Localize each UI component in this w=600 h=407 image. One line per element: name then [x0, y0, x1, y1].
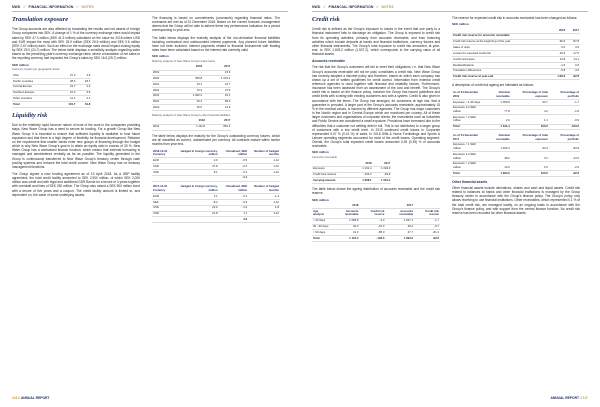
table-cell: -0.4 — [219, 164, 249, 170]
table-cell: -0.9 — [549, 115, 580, 124]
table-cell: 31.8 — [76, 102, 91, 108]
table-cell: 48.2 — [484, 152, 510, 161]
table-cell: 47.8 — [178, 164, 219, 170]
table-cell: Accounts receivable — [331, 209, 360, 218]
table-cell: Hedged in foreign currency, million — [178, 149, 219, 158]
table-cell: Nominal receivable — [484, 133, 510, 142]
table-cell: Southern Europe — [12, 90, 58, 96]
table-cell: USD — [152, 211, 178, 217]
table-cell: Exposure — [312, 166, 354, 172]
paragraph-translation: The Group accounts are also affected by translating the results and net assets of foreign Group companies into SEK. A change of 1 % of the currency exchange rates would impact sales by SEK 47.3 million (SEK 41.3 million) calculated on the value for 2018 where USD and EUR impact the most with SEK 25.9 million (SEK 26.5 million) and SEK 9.6 million (SEK 2.67 million) each. Such an effect on the exchange rates would impact closing equity by SEK 29.0 (24.7) million. The below table displays a sensitivity analysis regarding sales based on the preceding year's currency exchange rates, where a translation of net sales to the reporting currency had impacted the Group's sales by SEK 16.6 (25.7) million. — [12, 27, 140, 61]
table-cell: 350.8 — [175, 76, 203, 82]
table-row — [452, 91, 580, 100]
table-cell: Credit risk reserve at year-end — [452, 74, 550, 80]
table-cell: -3.3 — [359, 218, 385, 224]
table-cell: -1.8 — [549, 105, 580, 114]
table-cell: 2018 — [354, 161, 373, 166]
table-row — [452, 115, 580, 124]
table-cell: 22.9 — [178, 205, 219, 211]
table-cell — [248, 217, 280, 223]
table-cell: -13.0 — [549, 152, 580, 161]
table-cell: -85.0 — [359, 230, 385, 236]
table-cell: 2.0 — [484, 115, 510, 124]
right-col-2 — [452, 16, 580, 218]
table-cell: 1-12 — [248, 211, 280, 217]
table-cell: 1 001.4 — [373, 178, 392, 184]
table-cell: USD — [152, 170, 178, 176]
table-exposure-2017 — [452, 133, 580, 177]
table-cell: Losses for expected credit risk — [452, 51, 550, 57]
table-cell: 1.1 — [219, 211, 249, 217]
table-cell: 16.6 — [175, 105, 203, 111]
table-cell: -1.7 — [414, 218, 440, 224]
table-cell: 1-4 — [248, 194, 280, 200]
table-cell: 13.8 — [550, 57, 566, 63]
table-cell: 14.1 — [566, 57, 580, 63]
table-cell: USD — [152, 205, 178, 211]
header-subsection: NOTES — [81, 5, 94, 9]
table-cell: 27.7 — [385, 230, 414, 236]
table-bank-loans: SEK million Maturity analysis of New Wave Group's bank loans 2018 2017 2019 - 15.3 2020 350.8 1 070.1 2021 13.1 16.7 2022 70.3 37.9 2023 1 002.2 16.1 2024 40.4 86.4 2024- 16.6 14.9 Maturity analysis of New Wave Group's other financial liabilities 2018 2017 2019 1 111.8 891.1 — [152, 54, 231, 129]
table-cell: 2018 — [331, 203, 360, 208]
table-cell: 1 032.4 — [484, 142, 510, 151]
table-cell: Confirmed losses — [452, 57, 550, 63]
table-cell: -2.9 — [549, 161, 580, 170]
table-cell: 2023 — [152, 93, 175, 99]
table-cell: -103.3 — [359, 236, 385, 242]
table-cell: Total — [452, 171, 484, 177]
table-cell: Unrealised, SEK million — [219, 149, 249, 158]
table-cell: 1-12 — [248, 158, 280, 164]
table-cell: -103.3 — [550, 74, 566, 80]
table-cell: Percentage of total exposure — [511, 133, 549, 142]
table-cell: -103.3 — [549, 124, 580, 130]
table-cell: As of 31 December 2017 — [452, 133, 484, 142]
table-cell: -1.7 — [549, 99, 580, 105]
table-cell: -92.6 — [414, 236, 440, 242]
table-cell: 1 002.2 — [175, 93, 203, 99]
table-row — [152, 175, 280, 181]
footer-right: ANNUAL REPORT // 117 — [550, 396, 588, 400]
page-header-right: NWD // FINANCIAL INFORMATION // NOTES — [312, 5, 394, 9]
table-cell: 1 070.1 — [203, 76, 231, 82]
table-cell: Number of hedged months — [248, 185, 280, 194]
table-cell: 1 059.8 — [331, 218, 360, 224]
table-cell: Credit risk reserve for accounts receivable — [452, 33, 550, 39]
table-cell: Nominal receivable — [484, 91, 510, 100]
table-cell: 2.1 — [178, 194, 219, 200]
table-cell: -87.8 — [566, 39, 580, 45]
table-cell: 4.9 — [76, 73, 91, 78]
table-cell: 2018 — [175, 65, 203, 70]
table-cell: -1.1 — [219, 175, 249, 181]
table-cell: Credit loss reserve — [312, 172, 354, 178]
paragraph-credit: Credit risk is defined as the Group's exposure to losses in the event that one party to a financial instrument fails to discharge an obligation. The Group is exposed to credit risk from its operating activities, primarily from accounts receivable, and from financing activities which include deposits at banks and financial institutions, currency futures and other financial instruments. The Group's total exposure to credit risk amounted, at year-end, to SEK 1,603.2 million (1,537.2), which corresponds to the carrying value of all financial assets. — [312, 27, 440, 57]
table-cell: 2018 — [175, 119, 206, 124]
table-cell: 2018-12-31 Currency — [152, 149, 178, 158]
table-cell: 2.0 — [178, 158, 219, 164]
paragraph-financing: The financing is based on commitments (covenants) regarding financial ratios. The covenants are met as of 31 December 2018. Based on the current forecast, management deems that the Group will be able to adhere these key performance indicators for a period corresponding to year-end. — [152, 16, 280, 33]
table-cell: 24.7 — [58, 84, 76, 90]
table-cell: Unrealised, SEK million — [219, 185, 249, 194]
table-row — [12, 102, 91, 108]
table-cell: 2019 — [152, 70, 175, 76]
table-row — [152, 149, 280, 158]
paragraph-liquidity-2: The Group signed a new funding agreement as of 13 April 2018. As a GBP facility agreement, the total credit facility amounted to SEK 2,900 million, of which SEK 2,000 million was credit and with legal and additional GDR Bonds for a tenure of 3 years together with overdraft and lines of SEK 250 million. The Group also raised a SEK 500 million bond with a tenure of five years and a coupon. The credit facility amount is limited to, and dependent on, the value of some underlying assets. — [12, 172, 140, 197]
table-cell: 2017 — [566, 28, 580, 33]
heading-accounts-receivable: Accounts receivable — [312, 59, 345, 64]
table-cell: Translation differences — [452, 68, 550, 74]
table-cell: 77.8 — [484, 105, 510, 114]
table-cell: -9.7 — [414, 224, 440, 230]
table-cell: -15.0 — [359, 224, 385, 230]
table-cell: 11.1 — [58, 96, 76, 102]
table-cell: 13.1 — [175, 82, 203, 88]
paragraph-accounts-receivable: The risk that the Group's customers will fail to meet their obligations, i.e. that New Wave Group's accounts receivable will not be paid, constitutes a credit risk. New Wave Group has recently adopted a discrete policy and therefore, based on which each company has drawn up a set of written guidelines for credit control. Information from external credit reference agencies is used together with financial and reliability factors. Furthermore, insurance has been assessed from an assessment of the cost and benefit. The Group's credit risk is based on the finance policy, however the Group has issued guidelines and credit limits with a rating with existing customers and with a system. Credit is also given in accordance with the terms. The Group has arranged, for customers at high risk, that a guarantee is provided. A larger part of the Group's accounts receivable, approximately 15 % in the nominal values, is insured by different agencies. The Group has major customers in the Nordic region and in Central Europe which are monitored per country. All of these larger customers and organisations of corporate clients, the receivables such as Industries and Public Service are considered a small exposure. Provisions have increased due to the difficulties that a customer not settling debt in full. This is not distributed to a larger group of customers with a low credit level. In 2019 continued credit losses in Corporate represented 0.07 % (0.41 %) of sales. In 2018 Gifts & Home Furnishings and Sports & Leisure operating segments accounted for most of the credit losses. Operating segment. Overall, the Group's total expected credit losses amounted 0.35 (0.35) % of accounts receivable. — [312, 65, 440, 149]
table-cell — [178, 175, 219, 181]
table-cell: 1-12 — [248, 164, 280, 170]
table-cell: 4.2 — [511, 105, 549, 114]
table-cell: EUR — [152, 158, 178, 164]
table-cell: Percentage of total exposure — [511, 91, 549, 100]
table-cell: Percentage of portfolio — [549, 133, 580, 142]
table-cell: Sales of units — [452, 45, 550, 51]
table-cell: 37.9 — [203, 88, 231, 94]
table-cell: 2018 — [550, 28, 566, 33]
table-cell: 3.1 — [511, 152, 549, 161]
table-cell: Credit risk reserve — [414, 209, 440, 218]
table-cell: -92.6 — [549, 171, 580, 177]
table-cell: 1 094.0 — [385, 236, 414, 242]
table-cell: 70.3 — [175, 88, 203, 94]
table-cell: 1 059.8 — [484, 99, 510, 105]
table-cell: 1-8 — [248, 205, 280, 211]
table-cell: 2020 — [152, 76, 175, 82]
table-cell: Total — [312, 236, 331, 242]
page-header: NWD // FINANCIAL INFORMATION // NOTES — [12, 5, 94, 9]
table-cell: 18.7 — [76, 78, 91, 84]
header-rule-right — [312, 11, 588, 12]
table-cell: 2.2 — [76, 84, 91, 90]
table-cell: Exposure < 1-30 days — [452, 99, 484, 105]
table-cell: 27.2 — [58, 73, 76, 78]
table-cell: As of 31 December 2019 — [452, 91, 484, 100]
table-cell: 2024 — [152, 99, 175, 105]
table-cell: 2021 — [152, 82, 175, 88]
table-cell: Nordic countries — [12, 78, 58, 84]
table-cell: 2.2 — [219, 217, 249, 223]
table-cell: 2.5 — [511, 161, 549, 170]
table-cell: USD — [152, 164, 178, 170]
table-cell — [152, 175, 178, 181]
left-col-1 — [12, 16, 140, 200]
table-row — [452, 171, 580, 177]
table-cell: -1.5 — [550, 62, 566, 68]
table-futures-2017 — [152, 185, 280, 224]
table-cell: Central Europe — [12, 84, 58, 90]
table-cell: 2022 — [152, 88, 175, 94]
table-cell: -92.6 — [550, 39, 566, 45]
table-cell: 14.9 — [203, 105, 231, 111]
paragraph-description: A description of credit risk ageing are intimated as follows: — [452, 83, 534, 88]
table-cell: 2017 — [206, 119, 231, 124]
table-cell: -83.9 — [549, 142, 580, 151]
table-cell: 86.4 — [203, 99, 231, 105]
heading-translation-exposure: Translation exposure — [12, 16, 69, 23]
table-cell: Percentage of portfolio — [549, 91, 580, 100]
table-cell: -81.2 — [414, 230, 440, 236]
table-cell: 2017 — [385, 203, 414, 208]
table-cell: 2017-12-31 Currency — [152, 185, 178, 194]
header-section: FINANCIAL INFORMATION — [28, 5, 74, 9]
table-cell: Accounts receivable — [385, 209, 414, 218]
table-cell: Exposure 1-2 SEK million — [452, 105, 484, 114]
footer-left: 116 // ANNUAL REPORT — [12, 396, 50, 400]
heading-other-financial-assets: Other financial assets — [452, 180, 488, 185]
table-cell: Hedged in foreign currency, million — [178, 185, 219, 194]
table-cell: 0.0 — [566, 62, 580, 68]
table-cell: 31.3 — [331, 230, 360, 236]
table-cell: -4.3 — [566, 68, 580, 74]
table-cell: -1.0 — [219, 205, 249, 211]
table-cell — [178, 217, 219, 223]
table-cell: -8.3 — [178, 199, 219, 205]
table-cell: 1 027.1 — [385, 218, 414, 224]
table-cell: 1-12 — [248, 170, 280, 176]
heading-liquidity-risk: Liquidity risk — [12, 111, 48, 119]
table-cell: EUR — [152, 194, 178, 200]
table-row — [152, 124, 231, 130]
table-row — [452, 142, 580, 151]
table-cell: 93.7 — [511, 99, 549, 105]
table-cell: 0.0 — [550, 45, 566, 51]
table-futures-2018 — [152, 149, 280, 182]
table-cell: Number of hedged months — [248, 149, 280, 158]
table-cell: Exposure < 1 SEK million — [452, 142, 484, 151]
table-cell: -92.6 — [373, 172, 392, 178]
table-cell: Exposure > 2 SEK million — [452, 161, 484, 170]
table-cell: -17.6 — [566, 51, 580, 57]
right-col-1 — [312, 16, 440, 245]
table-cell: Carrying amount — [312, 178, 354, 184]
table-receivables: SEK million Accounts receivable 2018 2017 Exposure 1 131.4 1 094.0 Credit loss reserve -103.3 -92.6 Carrying amount 1 028.1 1 001.4 — [312, 150, 391, 183]
table-cell: Age analysis — [312, 209, 331, 218]
paragraph-maturity: The table below displays the maturity analysis of the non-derivative financial liabilities including contractual and undiscounted interest payments. Any planned future liabilities have not been included. Interest payments related to financial instruments with floating rates have been calculated based on the interest rate currently valid. — [152, 35, 280, 53]
table-cell: 2.1 — [76, 96, 91, 102]
table-exposure-2019 — [452, 91, 580, 131]
table-cell: -92.6 — [566, 74, 580, 80]
table-row — [312, 178, 391, 184]
table-cell: Exposure 1-2 SEK million — [452, 152, 484, 161]
table-cell: 1 131.4 — [484, 124, 510, 130]
paragraph-other-assets: Other financial assets include derivatives, shares and cash and liquid assets. Credit risk related to balances at banks and other financial institutions is managed by the Group treasury center in accordance with the Group's finance policy. The Group's policy only allows receiving to use financial institutions. Other receivables, which represented 0.1 % of the total credit risk, are managed locally, on an ongoing basis in accordance with the Group's finance policy, and with support from the central finance function. No credit risk reserve has been recorded for other financial assets. — [452, 185, 580, 215]
left-col-2 — [152, 16, 280, 226]
table-cell: -0.5 — [219, 199, 249, 205]
table-cell: 1 131.4 — [354, 166, 373, 172]
table-cell: 15.3 — [203, 70, 231, 76]
right-page — [300, 0, 600, 407]
paragraph-liquidity-1: Due to the relatively rapid turnover nature of most of the work in the companies providing stays, New Wave Group has a need to secure its funding. For a growth Group like New Wave Group it is essential to ensure that sufficient liquidity is available to fund future expansion and that there is a high degree of flexibility for financial development. Reliance on the requirement that smaller banks enter new groups of financing through the budget which is why New Wave Group's goal is to attain an equity ratio in excess of 30 %. New Wave Group has a centralized finance function, which means that external borrowing is managed and administered centrally as far as possible. The liquidity generated in the Group is continuously transferred to New Wave Group's treasury center through cash pooling systems and reduces the total credit volume. New Wave Group has no treasury management functions. — [12, 123, 140, 169]
table-cell: 10.3 — [58, 90, 76, 96]
table-cell: 94.3 — [511, 142, 549, 151]
table-row — [152, 217, 280, 223]
table-cell: 30 - 90 days — [312, 224, 331, 230]
table-row — [312, 236, 440, 242]
table-cell: SEK — [152, 199, 178, 205]
table-cell: Credit risk reserve at the beginning of the year — [452, 39, 550, 45]
table-cell: Total — [452, 124, 484, 130]
table-row — [312, 209, 440, 218]
table-row — [452, 105, 580, 114]
table-cell: < 30 days — [312, 218, 331, 224]
table-cell: Other countries — [12, 96, 58, 102]
table-cell: 40.4 — [175, 99, 203, 105]
table-cell: 891.1 — [206, 124, 231, 130]
table-row — [452, 161, 580, 170]
table-cell: 21.8 — [178, 211, 219, 217]
heading-credit-risk: Credit risk — [312, 16, 340, 23]
table-row — [452, 152, 580, 161]
header-rule — [12, 11, 288, 12]
table-cell: USA — [12, 73, 58, 78]
paragraph-reserve: The reserve for expected credit risk in accounts receivable has been changed as follows: — [452, 16, 578, 20]
table-cell — [248, 175, 280, 181]
table-cell: - — [175, 70, 203, 76]
paragraph-currency-futures: The table below displays the maturity for the Group's outstanding currency futures, which are all classified as current, undistributed per currency. All contracts mature within twelve months from year end. — [152, 133, 280, 146]
table-cell: -0.2 — [219, 170, 249, 176]
table-cell: 1-12 — [248, 199, 280, 205]
table-cell: 100.0 — [511, 124, 549, 130]
table-cell: > 90 days — [312, 230, 331, 236]
table-row — [452, 124, 580, 130]
table-cell: Reclassifications — [452, 62, 550, 68]
table-cell: 3.9 — [76, 90, 91, 96]
table-cell: Credit risk reserve — [359, 209, 385, 218]
table-cell: -103.3 — [354, 172, 373, 178]
table-cell: 40.3 — [331, 224, 360, 230]
table-cell: 2019 — [152, 124, 175, 130]
table-cell: 101.7 — [58, 102, 76, 108]
table-cell: 28.4 — [58, 78, 76, 84]
table-cell: 1 094.0 — [373, 166, 392, 172]
table-cell: Total — [12, 102, 58, 108]
table-currency-impact: SEK million Currency impact per geographic areas USA 27.2 4.9 Nordic countries 28.4 18.7 Central Europe 24.7 2.2 Southern Europe 10.3 3.9 Other countries 11.1 2.1 Total 101.7 31.8 — [12, 62, 91, 106]
table-cell: 8.1 — [178, 170, 219, 176]
table-cell: 2017 — [203, 65, 231, 70]
table-cell: Exposure > 2 SEK million — [452, 115, 484, 124]
table-cell: -0.4 — [219, 194, 249, 200]
brand-logo-text: NWD — [12, 5, 21, 9]
table-cell: -5.8 — [550, 68, 566, 74]
table-cell: -0.5 — [219, 158, 249, 164]
table-cell: 2024- — [152, 105, 175, 111]
table-cell: 1 111.8 — [175, 124, 206, 130]
table-row — [152, 105, 231, 111]
table-cell: 1 131.4 — [331, 236, 360, 242]
table-row — [452, 133, 580, 142]
table-cell: 16.1 — [203, 93, 231, 99]
table-row — [452, 74, 580, 80]
table-cell: 39.2 — [385, 224, 414, 230]
table-cell: 13.9 — [484, 161, 510, 170]
table-cell: 3.0 — [566, 45, 580, 51]
table-cell: 1 094.0 — [484, 171, 510, 177]
paragraph-ageing: The table below shows the ageing distribution of accounts receivable and the credit risk reserve. — [312, 187, 440, 196]
table-cell: 16.7 — [203, 82, 231, 88]
table-cell: 1 028.1 — [354, 178, 373, 184]
table-reserve: SEK million 2018 2017 Credit risk reserve for accounts receivable Credit risk reserve at the beginning of the year -92.6 -87.8 Sales of units 0.0 3.0 Losses for expected credit risk -16.3 -17.6 Confirmed losses 13.8 14.1 Reclassifications -1.5 0.0 Translation differences -5.8 -4.3 Credit risk reserve at year-end -103.3 -92.6 — [452, 22, 579, 79]
table-ageing: SEK million 2018 2017 Age analysis Accounts receivable Credit risk reserve Accounts receivable Credit risk reserve < 30 days 1 059.8 -3.3 1 027.1 -1.7 30 - 90 days 40.3 -15.0 39.2 -9.7 > 90 days 31.3 -85.0 27.7 -81.2 Total 1 131.4 -103.3 1 094.0 -92.6 — [312, 197, 439, 240]
table-cell: 100.0 — [511, 171, 549, 177]
table-cell: -16.3 — [550, 51, 566, 57]
table-cell: 2017 — [373, 161, 392, 166]
table-cell — [152, 217, 178, 223]
table-row — [152, 185, 280, 194]
table-cell: 1.1 — [511, 115, 549, 124]
